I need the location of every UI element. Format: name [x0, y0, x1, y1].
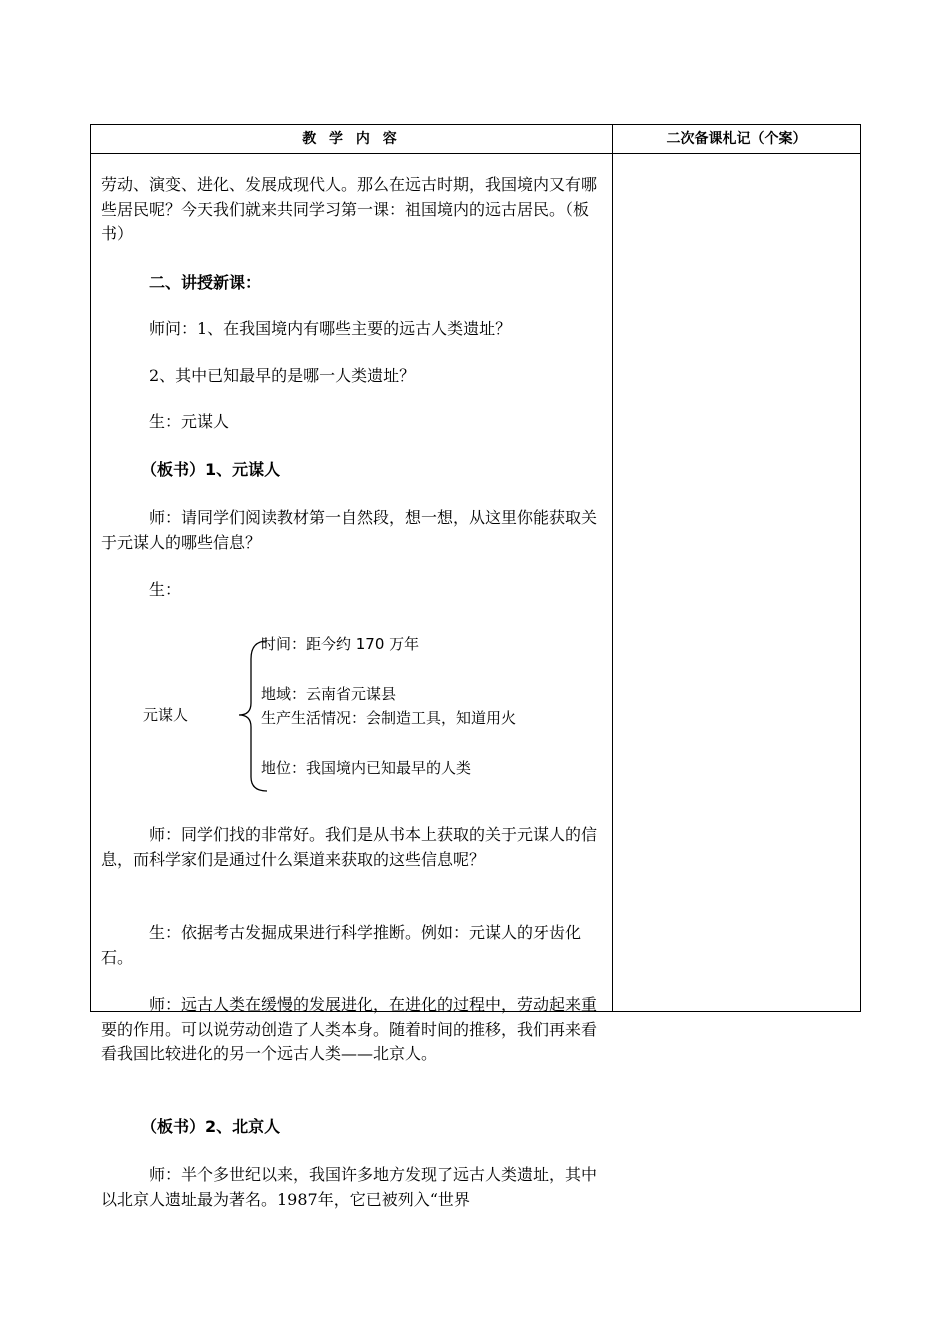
- section-heading: 二、讲授新课：: [149, 273, 262, 292]
- paragraph-teacher-praise: 师：同学们找的非常好。我们是从书本上获取的关于元谋人的信息，而科学家们是通过什么渠道来获取的这些信息呢？: [101, 825, 598, 869]
- diagram-root: 元谋人: [143, 706, 189, 724]
- board-heading-beijing: （板书）2、北京人: [141, 1117, 281, 1136]
- paragraph-student-answer: 生：依据考古发掘成果进行科学推断。例如：元谋人的牙齿化石。: [101, 923, 582, 967]
- paragraph-student: 生：: [149, 580, 182, 599]
- paragraph-question-1: 师问：1、在我国境内有哪些主要的远古人类遗址？: [149, 319, 512, 338]
- board-heading-yuanmou: （板书）1、元谋人: [141, 460, 281, 479]
- header-second-prep-notes: 二次备课札记（个案）: [666, 131, 807, 147]
- diagram-item-region: 地域：云南省元谋县: [261, 685, 397, 703]
- teaching-content-cell: [101, 153, 606, 1209]
- paragraph-answer: 生：元谋人: [149, 412, 230, 431]
- paragraph-read-task: 师：请同学们阅读教材第一自然段，想一想，从这里你能获取关于元谋人的哪些信息？: [101, 508, 598, 552]
- lesson-table: [90, 124, 861, 1209]
- yuanmou-brace-diagram: [101, 631, 606, 791]
- diagram-item-life: 生产生活情况：会制造工具，知道用火: [261, 709, 517, 727]
- paragraph-teacher-evolution: 师：远古人类在缓慢的发展进化，在进化的过程中，劳动起来重要的作用。可以说劳动创造了人类本身。随着时间的推移，我们再来看看我国比较进化的另一个远古人类——北京人。: [101, 995, 598, 1063]
- header-teaching-content: 教 学 内 容: [302, 131, 401, 147]
- table-header-row: [91, 125, 860, 154]
- paragraph-question-2: 2、其中已知最早的是哪一人类遗址？: [149, 366, 416, 385]
- diagram-item-time: 时间：距今约 170 万年: [261, 635, 420, 653]
- diagram-item-status: 地位：我国境内已知最早的人类: [261, 759, 472, 777]
- paragraph-teacher-beijing: 师：半个多世纪以来，我国许多地方发现了远古人类遗址，其中以北京人遗址最为著名。1987年，它已被列入“世界: [101, 1165, 598, 1209]
- column-divider: [612, 125, 613, 1011]
- paragraph-intro: 劳动、演变、进化、发展成现代人。那么在远古时期，我国境内又有哪些居民呢？今天我们就来共同学习第一课：祖国境内的远古居民。（板书）: [101, 175, 598, 243]
